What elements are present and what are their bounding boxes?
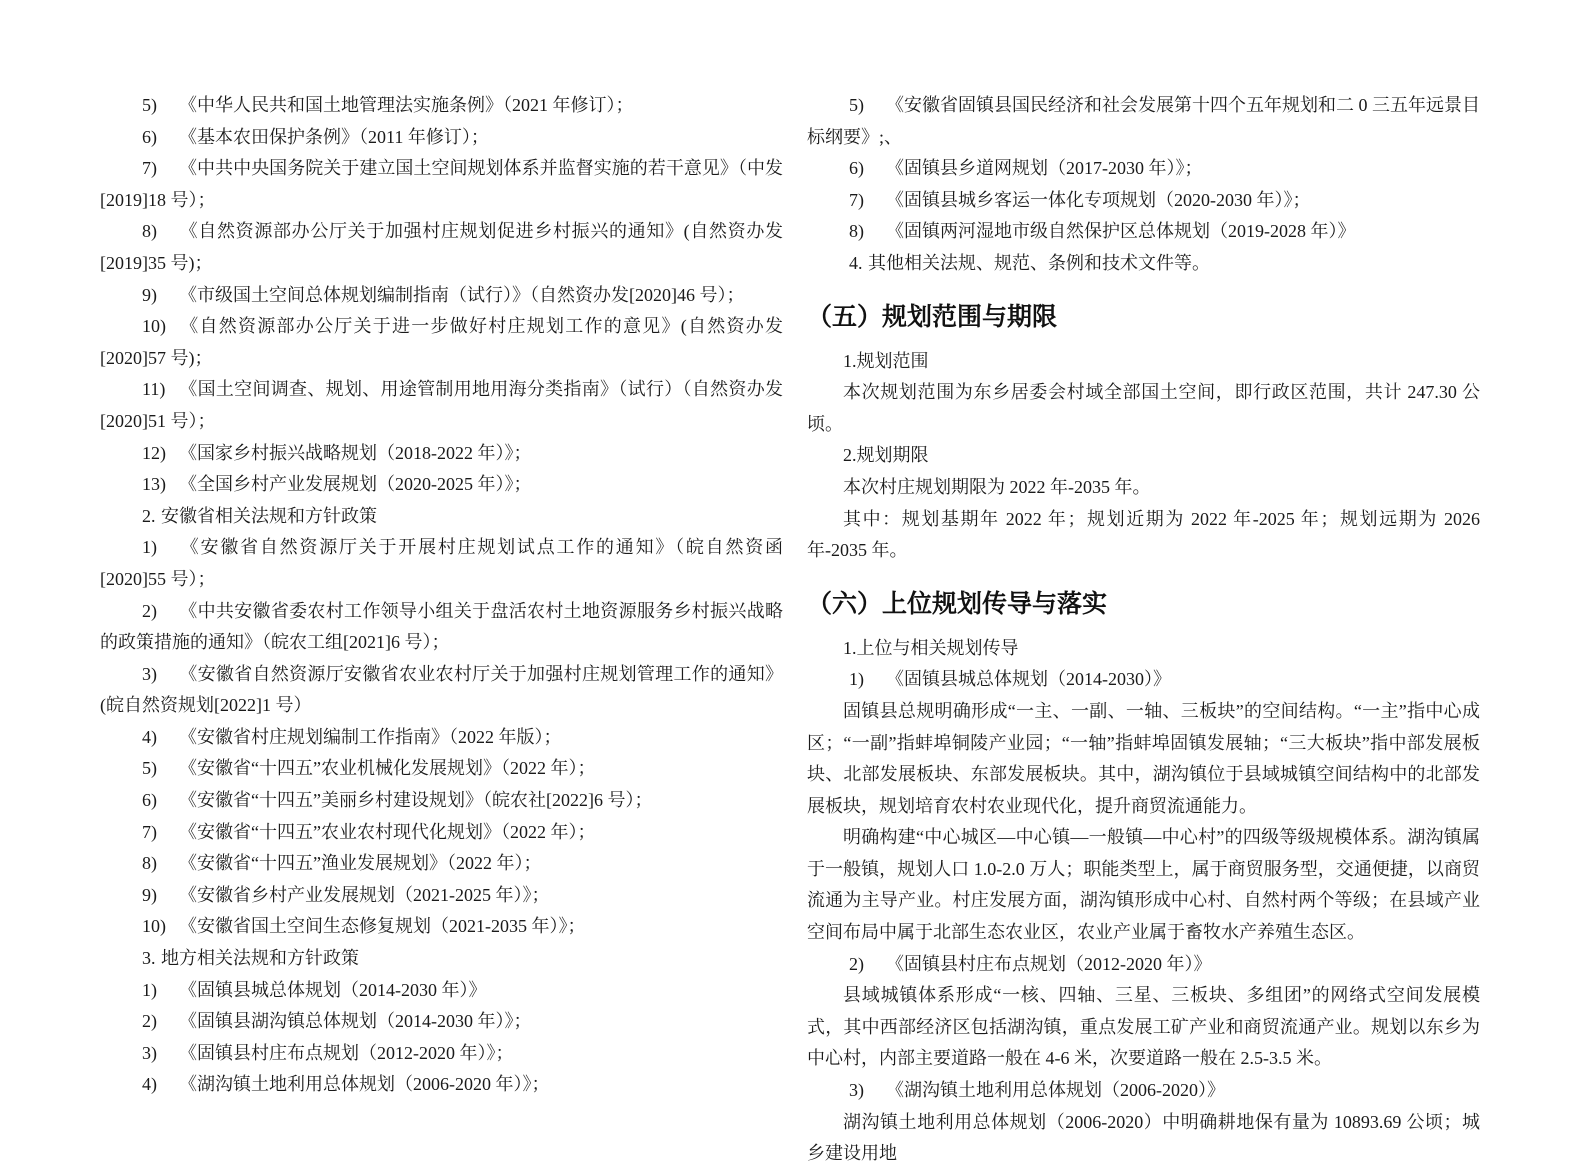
list-marker: 2) <box>142 1011 157 1032</box>
list-item-text: 《中共安徽省委农村工作领导小组关于盘活农村土地资源服务乡村振兴战略的政策措施的通知》（皖农工组[2021]6 号）； <box>100 600 783 653</box>
list-item-text: 《固镇两河湿地市级自然保护区总体规划（2019-2028 年）》 <box>886 221 1356 242</box>
list-item <box>100 722 783 754</box>
list-item <box>100 438 783 470</box>
list-marker: 4) <box>142 726 157 747</box>
list-item <box>807 664 1480 696</box>
list-item-text: 《全国乡村产业发展规划（2020-2025 年）》； <box>179 474 532 495</box>
list-marker: 1) <box>142 979 157 1000</box>
paragraph: 2.规划期限 <box>843 445 929 466</box>
list-marker: 3) <box>849 1080 864 1101</box>
list-marker: 8) <box>142 221 157 242</box>
list-item <box>807 1075 1480 1107</box>
list-marker: 12) <box>142 442 166 463</box>
paragraph: 县域城镇体系形成“一核、四轴、三星、三板块、多组团”的网络式空间发展模式，其中西部经济区包括湖沟镇，重点发展工矿产业和商贸流通产业。规划以东乡为中心村，内部主要道路一般在 4-6 米，次要道路一般在 2.5-3.5 米。 <box>807 985 1480 1069</box>
list-item <box>100 596 783 659</box>
list-item <box>100 1038 783 1070</box>
list-marker: 2) <box>849 953 864 974</box>
list-item <box>100 1006 783 1038</box>
list-item <box>100 817 783 849</box>
list-item <box>100 122 783 154</box>
list-item <box>100 943 783 975</box>
list-item-text: 《固镇县乡道网规划（2017-2030 年）》； <box>886 158 1203 179</box>
list-item-text: 《固镇县村庄布点规划（2012-2020 年）》； <box>179 1042 514 1063</box>
list-marker: 3) <box>142 663 157 684</box>
list-marker: 9) <box>142 884 157 905</box>
list-marker: 10) <box>142 916 166 937</box>
list-item-text: 《国家乡村振兴战略规划（2018-2022 年）》； <box>179 442 532 463</box>
list-marker: 4. <box>849 252 863 273</box>
list-item <box>807 185 1480 217</box>
list-item <box>100 153 783 216</box>
list-item <box>100 753 783 785</box>
section-heading: （六）上位规划传导与落实 <box>807 589 1108 618</box>
list-marker: 7) <box>142 821 157 842</box>
document-page <box>100 90 1480 1170</box>
list-marker: 2. <box>142 505 156 526</box>
list-item-text: 《国土空间调查、规划、用途管制用地用海分类指南》（试行）（自然资办发[2020]51 号）； <box>100 379 783 431</box>
list-marker: 5) <box>142 758 157 779</box>
list-item <box>100 911 783 943</box>
list-item-text: 《固镇县村庄布点规划（2012-2020 年）》 <box>886 953 1212 974</box>
paragraph: 本次规划范围为东乡居委会村域全部国土空间，即行政区范围，共计 247.30 公顷。 <box>807 382 1480 434</box>
list-item-text: 《固镇县城总体规划（2014-2030）》 <box>886 669 1171 690</box>
paragraph: 湖沟镇土地利用总体规划（2006-2020）中明确耕地保有量为 10893.69 公顷；城乡建设用地 <box>807 1111 1480 1164</box>
list-item-text: 《中华人民共和国土地管理法实施条例》（2021 年修订）； <box>179 95 634 115</box>
list-item <box>100 280 783 312</box>
left-column <box>100 90 783 1170</box>
list-marker: 8) <box>849 221 864 242</box>
list-marker: 10) <box>142 316 166 337</box>
list-item <box>100 311 783 374</box>
list-item-text: 《安徽省自然资源厅安徽省农业农村厅关于加强村庄规划管理工作的通知》(皖自然资规划[2022]1 号） <box>100 663 783 716</box>
list-item-text: 《安徽省自然资源厅关于开展村庄规划试点工作的通知》（皖自然资函[2020]55 号）； <box>100 537 783 589</box>
list-item <box>100 501 783 533</box>
list-item <box>100 975 783 1007</box>
list-item-text: 《安徽省“十四五”美丽乡村建设规划》（皖农社[2022]6 号）； <box>179 790 653 811</box>
list-item <box>100 469 783 501</box>
list-item-text: 《自然资源部办公厅关于进一步做好村庄规划工作的意见》(自然资办发[2020]57 号)； <box>100 316 783 368</box>
list-marker: 11) <box>142 379 166 400</box>
list-marker: 6) <box>849 158 864 179</box>
list-item-text: 《安徽省村庄规划编制工作指南》（2022 年版）； <box>179 726 562 747</box>
list-marker: 8) <box>142 853 157 874</box>
list-item-text: 《安徽省“十四五”渔业发展规划》（2022 年）； <box>179 853 542 874</box>
list-marker: 1) <box>849 669 864 690</box>
list-item-text: 《自然资源部办公厅关于加强村庄规划促进乡村振兴的通知》(自然资办发[2019]35 号)； <box>100 221 783 273</box>
paragraph: 明确构建“中心城区—中心镇—一般镇—中心村”的四级等级规模体系。湖沟镇属于一般镇，规划人口 1.0-2.0 万人；职能类型上，属于商贸服务型，交通便捷，以商贸流通为主导产业。村庄发展方面，湖沟镇形成中心村、自然村两个等级；在县域产业空间布局中属于北部生态农业区，农业产业属于畜牧水产养殖生态区。 <box>807 827 1480 943</box>
list-item <box>807 949 1480 981</box>
paragraph: 本次村庄规划期限为 2022 年-2035 年。 <box>843 476 1151 497</box>
list-item-text: 《固镇县湖沟镇总体规划（2014-2030 年）》； <box>179 1011 532 1032</box>
right-column <box>807 90 1480 1170</box>
list-item <box>100 374 783 437</box>
list-item <box>100 90 783 122</box>
list-item <box>807 248 1480 280</box>
list-item <box>807 153 1480 185</box>
list-marker: 3. <box>142 948 156 969</box>
list-item-text: 《安徽省固镇县国民经济和社会发展第十四个五年规划和二 0 三五年远景目标纲要》;、 <box>807 95 1480 147</box>
list-item-text: 《安徽省国土空间生态修复规划（2021-2035 年）》； <box>179 916 586 937</box>
list-marker: 5) <box>142 95 157 115</box>
list-marker: 2) <box>142 600 157 621</box>
list-item-text: 《固镇县城乡客运一体化专项规划（2020-2030 年）》； <box>886 189 1311 210</box>
list-item-text: 地方相关法规和方针政策 <box>161 948 359 969</box>
paragraph: 固镇县总规明确形成“一主、一副、一轴、三板块”的空间结构。“一主”指中心成区；“一副”指蚌埠铜陵产业园；“一轴”指蚌埠固镇发展轴；“三大板块”指中部发展板块、北部发展板块、东部发展板块。其中，湖沟镇位于县域城镇空间结构中的北部发展板块，规划培育农村农业现代化，提升商贸流通能力。 <box>807 700 1480 816</box>
section-heading: （五）规划范围与期限 <box>807 302 1058 331</box>
list-marker: 1) <box>142 537 157 558</box>
list-item <box>807 90 1480 153</box>
paragraph: 1.规划范围 <box>843 350 929 371</box>
list-marker: 3) <box>142 1042 157 1063</box>
list-item-text: 《中共中央国务院关于建立国土空间规划体系并监督实施的若干意见》（中发[2019]18 号）； <box>100 158 783 210</box>
list-item-text: 《基本农田保护条例》（2011 年修订）； <box>179 126 489 147</box>
list-item <box>807 216 1480 248</box>
paragraph: 1.上位与相关规划传导 <box>843 637 1019 658</box>
list-marker: 9) <box>142 284 157 305</box>
list-marker: 5) <box>849 95 864 115</box>
list-item-text: 《湖沟镇土地利用总体规划（2006-2020）》 <box>886 1080 1225 1101</box>
list-item-text: 《湖沟镇土地利用总体规划（2006-2020 年）》； <box>179 1074 550 1095</box>
list-marker: 7) <box>142 158 157 179</box>
list-item <box>100 848 783 880</box>
list-item-text: 《安徽省乡村产业发展规划（2021-2025 年）》； <box>179 884 550 905</box>
list-item <box>100 880 783 912</box>
list-item <box>100 1069 783 1101</box>
list-item-text: 《固镇县城总体规划（2014-2030 年）》 <box>179 979 487 1000</box>
list-item <box>100 532 783 595</box>
list-item-text: 《安徽省“十四五”农业机械化发展规划》（2022 年）； <box>179 758 596 779</box>
list-item-text: 《市级国土空间总体规划编制指南（试行）》（自然资办发[2020]46 号）； <box>179 284 745 305</box>
list-marker: 7) <box>849 189 864 210</box>
list-marker: 6) <box>142 790 157 811</box>
list-item-text: 安徽省相关法规和方针政策 <box>161 505 377 526</box>
list-item-text: 其他相关法规、规范、条例和技术文件等。 <box>868 252 1210 273</box>
list-marker: 6) <box>142 126 157 147</box>
list-item <box>100 785 783 817</box>
list-item <box>100 216 783 279</box>
list-marker: 4) <box>142 1074 157 1095</box>
list-item <box>100 659 783 722</box>
paragraph: 其中：规划基期年 2022 年；规划近期为 2022 年-2025 年；规划远期为 2026 年-2035 年。 <box>807 508 1480 561</box>
list-marker: 13) <box>142 474 166 495</box>
list-item-text: 《安徽省“十四五”农业农村现代化规划》（2022 年）； <box>179 821 596 842</box>
